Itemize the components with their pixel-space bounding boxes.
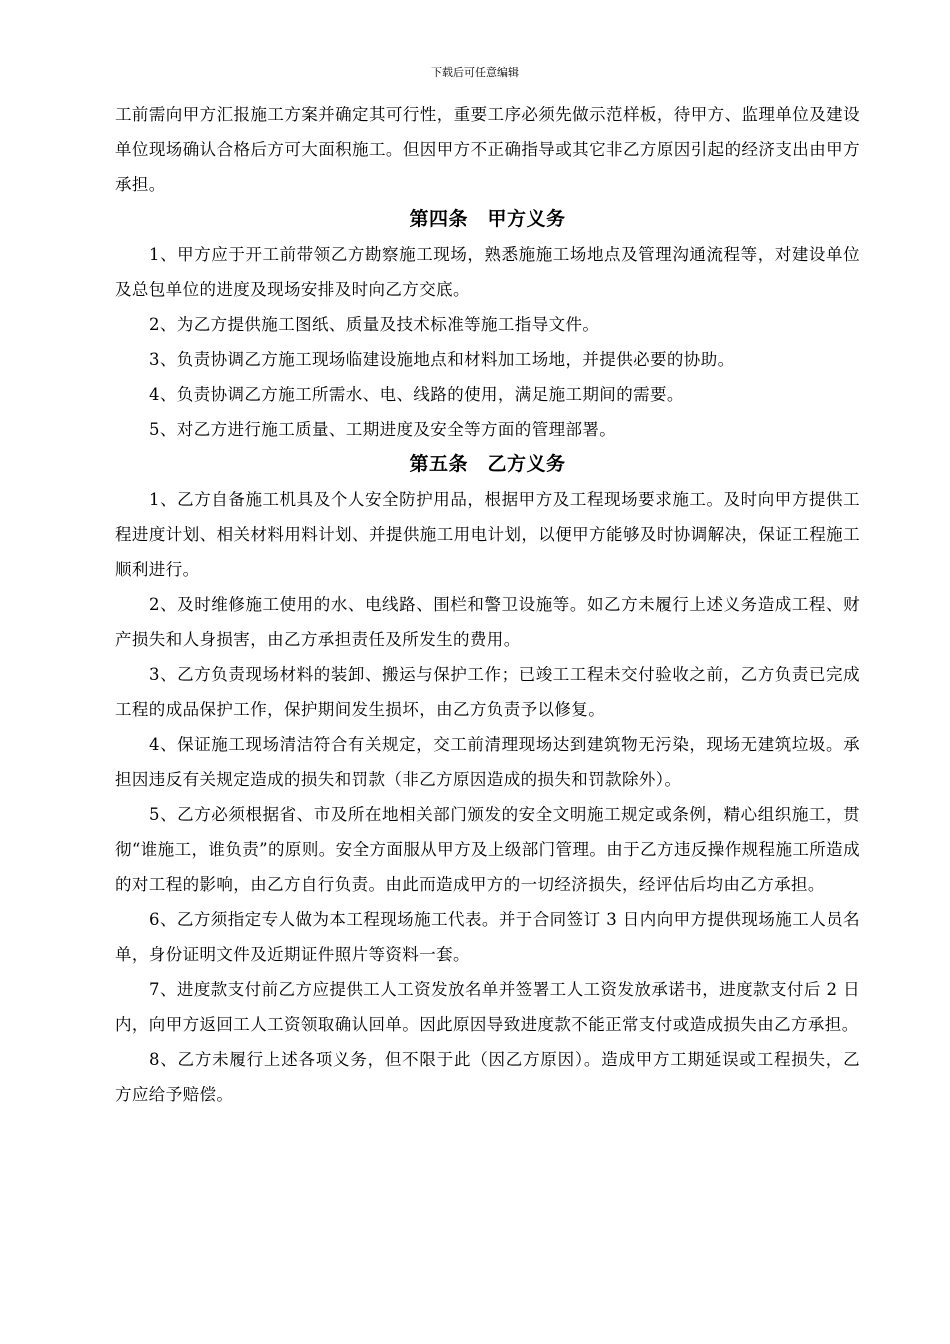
page-header: 下载后可任意编辑: [431, 66, 519, 79]
article5-item-4: 4、保证施工现场清洁符合有关规定，交工前清理现场达到建筑物无污染，现场无建筑垃圾。承担因违反有关规定造成的损失和罚款（非乙方原因造成的损失和罚款除外）。: [115, 735, 860, 789]
article4-item-4: 4、负责协调乙方施工所需水、电、线路的使用，满足施工期间的需要。: [149, 385, 684, 404]
article4-item-1: 1、甲方应于开工前带领乙方勘察施工现场，熟悉施施工场地点及管理沟通流程等，对建设单位及总包单位的进度及现场安排及时向乙方交底。: [115, 245, 860, 299]
article5-item-2: 2、及时维修施工使用的水、电线路、围栏和警卫设施等。如乙方未履行上述义务造成工程、财产损失和人身损害，由乙方承担责任及所发生的费用。: [115, 595, 860, 649]
article5-item-3: 3、乙方负责现场材料的装卸、搬运与保护工作；已竣工工程未交付验收之前，乙方负责已完成工程的成品保护工作，保护期间发生损坏，由乙方负责予以修复。: [115, 665, 860, 719]
article4-item-5: 5、对乙方进行施工质量、工期进度及安全等方面的管理部署。: [149, 420, 617, 439]
article5-item-8: 8、乙方未履行上述各项义务，但不限于此（因乙方原因）。造成甲方工期延误或工程损失，乙方应给予赔偿。: [115, 1050, 860, 1104]
article4-item-2: 2、为乙方提供施工图纸、质量及技术标准等施工指导文件。: [149, 315, 600, 334]
intro-paragraph: 工前需向甲方汇报施工方案并确定其可行性，重要工序必须先做示范样板，待甲方、监理单位及建设单位现场确认合格后方可大面积施工。但因甲方不正确指导或其它非乙方原因引起的经济支出由甲方承担。: [115, 105, 860, 194]
article5-item-1: 1、乙方自备施工机具及个人安全防护用品，根据甲方及工程现场要求施工。及时向甲方提供工程进度计划、相关材料用料计划、并提供施工用电计划，以便甲方能够及时协调解决，保证工程施工顺利进行。: [115, 490, 860, 579]
article5-item-5: 5、乙方必须根据省、市及所在地相关部门颁发的安全文明施工规定或条例，精心组织施工，贯彻“谁施工，谁负责”的原则。安全方面服从甲方及上级部门管理。由于乙方违反操作规程施工所造成的对工程的影响，由乙方自行负责。由此而造成甲方的一切经济损失，经评估后均由乙方承担。: [115, 805, 860, 894]
article4-title: 第四条 甲方义务: [409, 208, 566, 230]
document-body: [115, 97, 860, 1112]
article5-item-7: 7、进度款支付前乙方应提供工人工资发放名单并签署工人工资发放承诺书，进度款支付后 2 日内，向甲方返回工人工资领取确认回单。因此原因导致进度款不能正常支付或造成损失由乙方承担。: [115, 980, 860, 1034]
article5-title: 第五条 乙方义务: [409, 453, 566, 475]
article5-item-6: 6、乙方须指定专人做为本工程现场施工代表。并于合同签订 3 日内向甲方提供现场施工人员名单，身份证明文件及近期证件照片等资料一套。: [115, 910, 860, 964]
article4-item-3: 3、负责协调乙方施工现场临建设施地点和材料加工场地，并提供必要的协助。: [149, 350, 735, 369]
